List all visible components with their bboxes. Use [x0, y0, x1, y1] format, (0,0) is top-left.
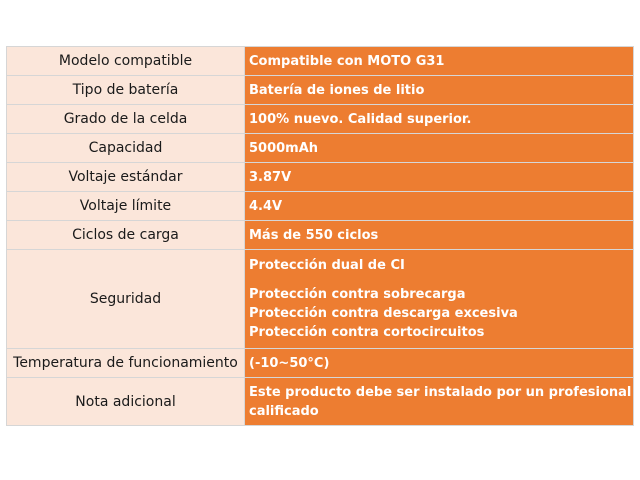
nota-line: Este producto debe ser instalado por un profesional	[249, 384, 632, 400]
row-value: Batería de iones de litio	[245, 76, 634, 105]
nota-label: Nota adicional	[7, 378, 245, 426]
row-label: Tipo de batería	[7, 76, 245, 105]
seguridad-line: Protección dual de CI	[249, 258, 405, 273]
row-value: 3.87V	[245, 163, 634, 192]
row-label: Ciclos de carga	[7, 221, 245, 250]
row-value: Más de 550 ciclos	[245, 221, 634, 250]
row-value: Compatible con MOTO G31	[245, 47, 634, 76]
seguridad-line: Protección contra descarga excesiva	[249, 306, 518, 321]
row-label: Voltaje límite	[7, 192, 245, 221]
nota-value	[245, 378, 634, 426]
seguridad-line: Protección contra sobrecarga	[249, 287, 466, 302]
row-label: Capacidad	[7, 134, 245, 163]
temperatura-value: (-10~50°C)	[245, 349, 634, 378]
seguridad-gap	[249, 275, 633, 285]
row-label: Grado de la celda	[7, 105, 245, 134]
table-row-seguridad	[7, 250, 634, 349]
table-row	[7, 76, 634, 105]
row-label: Voltaje estándar	[7, 163, 245, 192]
row-value: 5000mAh	[245, 134, 634, 163]
table-row	[7, 192, 634, 221]
spec-table	[6, 46, 634, 426]
row-value: 4.4V	[245, 192, 634, 221]
table-row-nota	[7, 378, 634, 426]
seguridad-label: Seguridad	[7, 250, 245, 349]
nota-line: calificado	[249, 403, 319, 419]
table-row	[7, 105, 634, 134]
seguridad-line: Protección contra cortocircuitos	[249, 325, 485, 340]
table-row	[7, 163, 634, 192]
table-row	[7, 221, 634, 250]
table-row	[7, 134, 634, 163]
temperatura-label: Temperatura de funcionamiento	[7, 349, 245, 378]
table-row-temperatura	[7, 349, 634, 378]
row-value: 100% nuevo. Calidad superior.	[245, 105, 634, 134]
row-label: Modelo compatible	[7, 47, 245, 76]
table-row	[7, 47, 634, 76]
seguridad-value	[245, 250, 634, 349]
